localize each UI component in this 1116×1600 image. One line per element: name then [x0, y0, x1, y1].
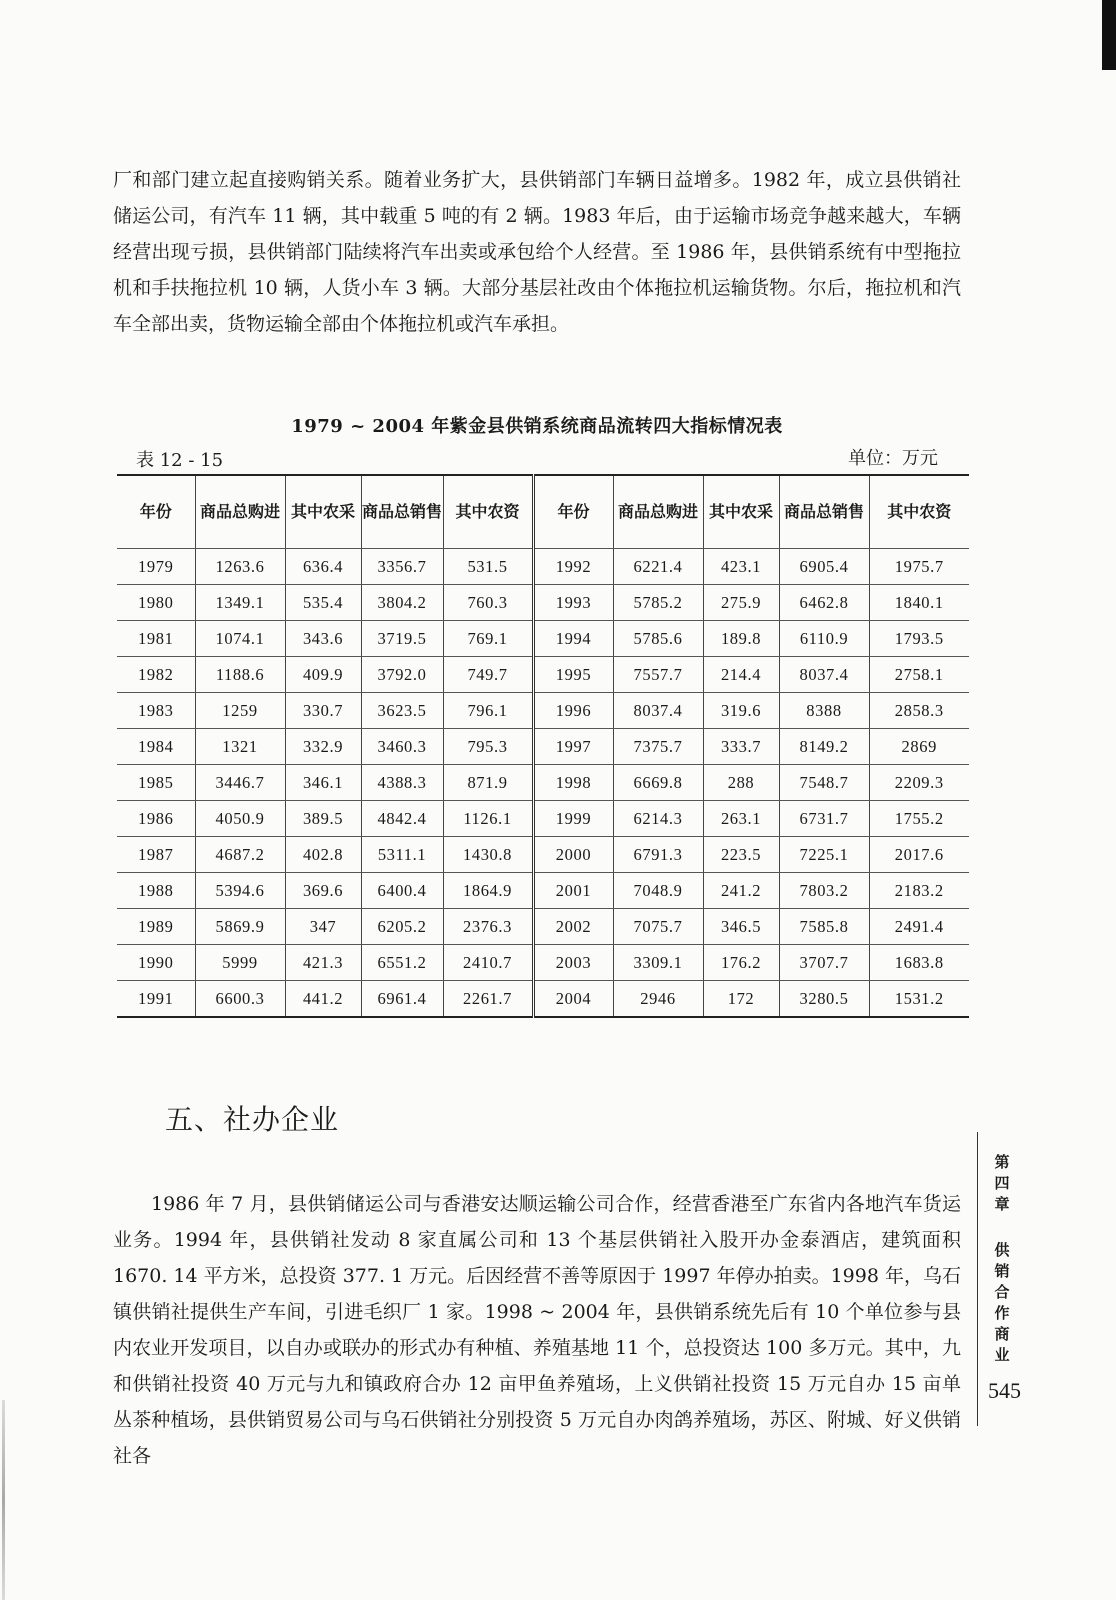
value-cell: 7585.8 — [779, 909, 869, 945]
value-cell: 6205.2 — [361, 909, 443, 945]
table-row — [117, 729, 969, 765]
value-cell: 3446.7 — [195, 765, 285, 801]
value-cell: 423.1 — [703, 549, 779, 585]
value-cell: 1531.2 — [869, 981, 969, 1018]
value-cell: 5785.6 — [613, 621, 703, 657]
value-cell: 5311.1 — [361, 837, 443, 873]
year-cell: 1997 — [533, 729, 613, 765]
table-row — [117, 657, 969, 693]
value-cell: 760.3 — [443, 585, 533, 621]
value-cell: 8037.4 — [613, 693, 703, 729]
paragraph-top: 厂和部门建立起直接购销关系。随着业务扩大，县供销部门车辆日益增多。1982 年，成立县供销社储运公司，有汽车 11 辆，其中载重 5 吨的有 2 辆。1983 年后，由于运输市场竞争越来越大，车辆经营出现亏损，县供销部门陆续将汽车出卖或承包给个人经营。至 1986 年，县供销系统有中型拖拉机和手扶拖拉机 10 辆，人货小车 3 辆。大部分基层社改由个体拖拉机运输货物。尔后，拖拉机和汽车全部出卖，货物运输全部由个体拖拉机或汽车承担。 — [113, 169, 961, 335]
year-cell: 2002 — [533, 909, 613, 945]
value-cell: 8037.4 — [779, 657, 869, 693]
value-cell: 8149.2 — [779, 729, 869, 765]
value-cell: 402.8 — [285, 837, 361, 873]
margin-rule — [977, 1132, 978, 1426]
value-cell: 1975.7 — [869, 549, 969, 585]
year-cell: 1982 — [117, 657, 195, 693]
year-cell: 1990 — [117, 945, 195, 981]
value-cell: 2017.6 — [869, 837, 969, 873]
value-cell: 7803.2 — [779, 873, 869, 909]
table-unit: 单位：万元 — [848, 448, 938, 469]
value-cell: 189.8 — [703, 621, 779, 657]
year-cell: 2004 — [533, 981, 613, 1018]
value-cell: 263.1 — [703, 801, 779, 837]
value-cell: 389.5 — [285, 801, 361, 837]
header-farm-supply: 其中农资 — [443, 475, 533, 549]
year-cell: 1996 — [533, 693, 613, 729]
value-cell: 176.2 — [703, 945, 779, 981]
table-row — [117, 585, 969, 621]
header-total-purchase: 商品总购进 — [613, 475, 703, 549]
value-cell: 7048.9 — [613, 873, 703, 909]
table-title: 1979 ~ 2004 年紫金县供销系统商品流转四大指标情况表 — [291, 416, 783, 437]
value-cell: 343.6 — [285, 621, 361, 657]
value-cell: 6462.8 — [779, 585, 869, 621]
value-cell: 2869 — [869, 729, 969, 765]
year-cell: 2000 — [533, 837, 613, 873]
value-cell: 3707.7 — [779, 945, 869, 981]
value-cell: 6669.8 — [613, 765, 703, 801]
table-row — [117, 873, 969, 909]
year-cell: 1993 — [533, 585, 613, 621]
value-cell: 531.5 — [443, 549, 533, 585]
scan-edge-shadow — [1102, 0, 1116, 70]
table-row — [117, 549, 969, 585]
value-cell: 2491.4 — [869, 909, 969, 945]
table-row — [117, 837, 969, 873]
table-row — [117, 765, 969, 801]
value-cell: 3623.5 — [361, 693, 443, 729]
value-cell: 369.6 — [285, 873, 361, 909]
value-cell: 8388 — [779, 693, 869, 729]
section-heading: 五、社办企业 — [165, 1103, 340, 1136]
year-cell: 1995 — [533, 657, 613, 693]
value-cell: 214.4 — [703, 657, 779, 693]
value-cell: 4842.4 — [361, 801, 443, 837]
margin-chapter-label: 第四章 — [994, 1153, 1010, 1213]
value-cell: 749.7 — [443, 657, 533, 693]
year-cell: 1987 — [117, 837, 195, 873]
value-cell: 1074.1 — [195, 621, 285, 657]
header-total-sales: 商品总销售 — [361, 475, 443, 549]
year-cell: 1994 — [533, 621, 613, 657]
value-cell: 3804.2 — [361, 585, 443, 621]
value-cell: 6731.7 — [779, 801, 869, 837]
value-cell: 3719.5 — [361, 621, 443, 657]
year-cell: 1985 — [117, 765, 195, 801]
value-cell: 421.3 — [285, 945, 361, 981]
value-cell: 1683.8 — [869, 945, 969, 981]
year-cell: 2003 — [533, 945, 613, 981]
header-total-sales: 商品总销售 — [779, 475, 869, 549]
value-cell: 6214.3 — [613, 801, 703, 837]
year-cell: 1988 — [117, 873, 195, 909]
year-cell: 1991 — [117, 981, 195, 1018]
value-cell: 636.4 — [285, 549, 361, 585]
header-farm-purchase: 其中农采 — [703, 475, 779, 549]
value-cell: 6905.4 — [779, 549, 869, 585]
value-cell: 319.6 — [703, 693, 779, 729]
value-cell: 796.1 — [443, 693, 533, 729]
table-header-row — [117, 475, 969, 549]
value-cell: 2183.2 — [869, 873, 969, 909]
value-cell: 275.9 — [703, 585, 779, 621]
value-cell: 4687.2 — [195, 837, 285, 873]
value-cell: 6551.2 — [361, 945, 443, 981]
value-cell: 2758.1 — [869, 657, 969, 693]
value-cell: 3356.7 — [361, 549, 443, 585]
year-cell: 1999 — [533, 801, 613, 837]
value-cell: 330.7 — [285, 693, 361, 729]
table-row — [117, 909, 969, 945]
value-cell: 1126.1 — [443, 801, 533, 837]
value-cell: 6400.4 — [361, 873, 443, 909]
year-cell: 2001 — [533, 873, 613, 909]
year-cell: 1998 — [533, 765, 613, 801]
value-cell: 3280.5 — [779, 981, 869, 1018]
header-total-purchase: 商品总购进 — [195, 475, 285, 549]
value-cell: 332.9 — [285, 729, 361, 765]
value-cell: 6600.3 — [195, 981, 285, 1018]
value-cell: 6110.9 — [779, 621, 869, 657]
year-cell: 1984 — [117, 729, 195, 765]
value-cell: 346.1 — [285, 765, 361, 801]
value-cell: 1840.1 — [869, 585, 969, 621]
value-cell: 333.7 — [703, 729, 779, 765]
value-cell: 288 — [703, 765, 779, 801]
value-cell: 2376.3 — [443, 909, 533, 945]
value-cell: 4388.3 — [361, 765, 443, 801]
value-cell: 7075.7 — [613, 909, 703, 945]
value-cell: 347 — [285, 909, 361, 945]
value-cell: 2209.3 — [869, 765, 969, 801]
value-cell: 1349.1 — [195, 585, 285, 621]
value-cell: 1793.5 — [869, 621, 969, 657]
value-cell: 6961.4 — [361, 981, 443, 1018]
scan-margin-mark — [2, 1400, 5, 1600]
year-cell: 1979 — [117, 549, 195, 585]
value-cell: 1263.6 — [195, 549, 285, 585]
value-cell: 3792.0 — [361, 657, 443, 693]
year-cell: 1989 — [117, 909, 195, 945]
value-cell: 1755.2 — [869, 801, 969, 837]
value-cell: 1430.8 — [443, 837, 533, 873]
value-cell: 3309.1 — [613, 945, 703, 981]
value-cell: 7557.7 — [613, 657, 703, 693]
value-cell: 5785.2 — [613, 585, 703, 621]
value-cell: 1864.9 — [443, 873, 533, 909]
value-cell: 2410.7 — [443, 945, 533, 981]
value-cell: 2261.7 — [443, 981, 533, 1018]
year-cell: 1992 — [533, 549, 613, 585]
value-cell: 3460.3 — [361, 729, 443, 765]
paragraph-bottom: 1986 年 7 月，县供销储运公司与香港安达顺运输公司合作，经营香港至广东省内各地汽车货运业务。1994 年，县供销社发动 8 家直属公司和 13 个基层供销社入股开办金泰酒店，建筑面积 1670. 14 平方米，总投资 377. 1 万元。后因经营不善等原因于 1997 年停办拍卖。1998 年，乌石镇供销社提供生产车间，引进毛织厂 1 家。1998 ~ 2004 年，县供销系统先后有 10 个单位参与县内农业开发项目，以自办或联办的形式办有种植、养殖基地 11 个，总投资达 100 多万元。其中，九和供销社投资 40 万元与九和镇政府合办 12 亩甲鱼养殖场，上义供销社投资 15 万元自办 15 亩单丛茶种植场，县供销贸易公司与乌石供销社分别投资 5 万元自办肉鸽养殖场，苏区、附城、好义供销社各 — [113, 1193, 961, 1467]
year-cell: 1983 — [117, 693, 195, 729]
value-cell: 1188.6 — [195, 657, 285, 693]
value-cell: 409.9 — [285, 657, 361, 693]
header-farm-purchase: 其中农采 — [285, 475, 361, 549]
header-year: 年份 — [117, 475, 195, 549]
value-cell: 241.2 — [703, 873, 779, 909]
value-cell: 5869.9 — [195, 909, 285, 945]
header-farm-supply: 其中农资 — [869, 475, 969, 549]
value-cell: 7375.7 — [613, 729, 703, 765]
value-cell: 6791.3 — [613, 837, 703, 873]
table-row — [117, 945, 969, 981]
value-cell: 7225.1 — [779, 837, 869, 873]
value-cell: 1321 — [195, 729, 285, 765]
value-cell: 4050.9 — [195, 801, 285, 837]
table-row — [117, 693, 969, 729]
year-cell: 1981 — [117, 621, 195, 657]
value-cell: 7548.7 — [779, 765, 869, 801]
table-row — [117, 981, 969, 1018]
value-cell: 871.9 — [443, 765, 533, 801]
value-cell: 535.4 — [285, 585, 361, 621]
year-cell: 1986 — [117, 801, 195, 837]
value-cell: 5999 — [195, 945, 285, 981]
value-cell: 1259 — [195, 693, 285, 729]
value-cell: 346.5 — [703, 909, 779, 945]
value-cell: 2858.3 — [869, 693, 969, 729]
value-cell: 5394.6 — [195, 873, 285, 909]
value-cell: 223.5 — [703, 837, 779, 873]
page-number: 545 — [988, 1378, 1021, 1403]
table-row — [117, 801, 969, 837]
header-year: 年份 — [533, 475, 613, 549]
margin-chapter-title: 供销合作商业 — [994, 1241, 1010, 1364]
table-row — [117, 621, 969, 657]
value-cell: 769.1 — [443, 621, 533, 657]
value-cell: 6221.4 — [613, 549, 703, 585]
table-body — [117, 549, 969, 1018]
year-cell: 1980 — [117, 585, 195, 621]
value-cell: 795.3 — [443, 729, 533, 765]
value-cell: 441.2 — [285, 981, 361, 1018]
value-cell: 2946 — [613, 981, 703, 1018]
indicator-table — [117, 474, 969, 1018]
table-number: 表 12 - 15 — [136, 450, 224, 471]
value-cell: 172 — [703, 981, 779, 1018]
